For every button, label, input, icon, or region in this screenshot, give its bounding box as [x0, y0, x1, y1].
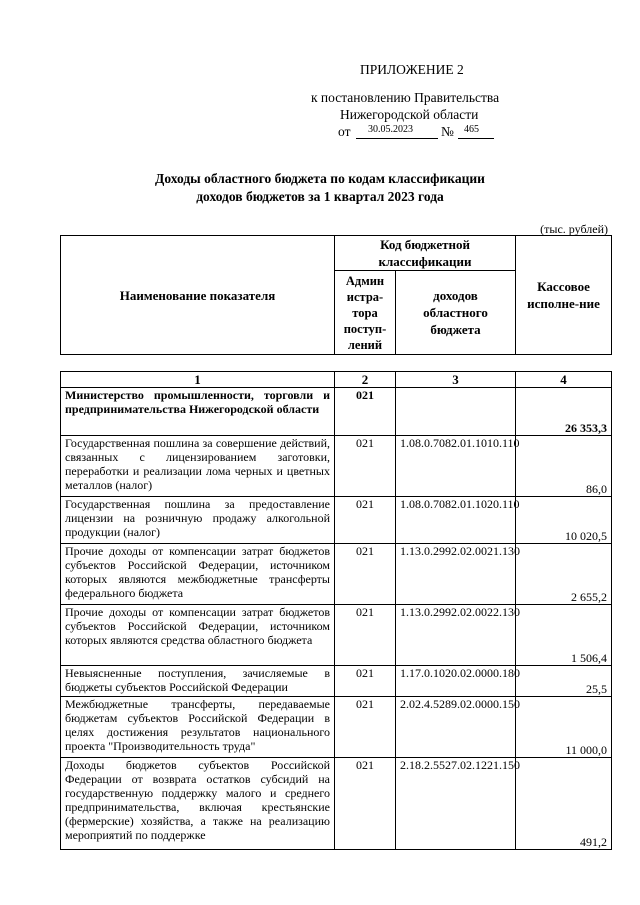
row-code: 1.17.0.1020.02.0000.180 — [396, 666, 516, 697]
col-number-1: 1 — [61, 372, 335, 388]
number-label: № — [441, 124, 454, 139]
header-name: Наименование показателя — [61, 236, 335, 355]
row-admin: 021 — [335, 388, 396, 436]
row-name: Доходы бюджетов субъектов Российской Федерации от возврата остатков субсидий на государственную поддержку малого и среднего предпринимательства, включая крестьянские (фермерские) хозяйства, а также на реализацию мероприятий по поддержке — [61, 758, 335, 850]
appendix-line1: к постановлению Правительства — [311, 90, 500, 105]
row-admin: 021 — [335, 544, 396, 605]
row-name: Министерство промышленности, торговли и предпринимательства Нижегородской области — [61, 388, 335, 436]
row-code: 1.08.0.7082.01.1020.110 — [396, 497, 516, 544]
row-code: 1.13.0.2992.02.0021.130 — [396, 544, 516, 605]
table-row — [61, 544, 612, 605]
table-row — [61, 436, 612, 497]
table-row — [61, 758, 612, 850]
row-name: Межбюджетные трансферты, передаваемые бюджетам субъектов Российской Федерации в целях достижения результатов национального проекта "Производительность труда" — [61, 697, 335, 758]
appendix-title: ПРИЛОЖЕНИЕ 2 — [360, 62, 464, 77]
row-amount: 11 000,0 — [516, 697, 612, 758]
from-label: от — [338, 124, 351, 139]
table-row — [61, 666, 612, 697]
row-amount: 2 655,2 — [516, 544, 612, 605]
title-line1: Доходы областного бюджета по кодам классификации — [155, 171, 485, 186]
row-admin: 021 — [335, 436, 396, 497]
row-amount: 86,0 — [516, 436, 612, 497]
row-admin: 021 — [335, 666, 396, 697]
header-code-group: Код бюджетной классификации — [335, 236, 516, 271]
row-name: Прочие доходы от компенсации затрат бюджетов субъектов Российской Федерации, источником которых являются средства областного бюджета — [61, 605, 335, 666]
row-name: Государственная пошлина за предоставление лицензии на розничную продажу алкогольной продукции (налог) — [61, 497, 335, 544]
decree-number: 465 — [464, 124, 479, 135]
title-line2: доходов бюджетов за 1 квартал 2023 года — [196, 189, 444, 204]
row-code: 1.08.0.7082.01.1010.110 — [396, 436, 516, 497]
table-row — [61, 497, 612, 544]
row-admin: 021 — [335, 605, 396, 666]
row-amount: 491,2 — [516, 758, 612, 850]
row-code: 1.13.0.2992.02.0022.130 — [396, 605, 516, 666]
table-row — [61, 697, 612, 758]
row-amount: 25,5 — [516, 666, 612, 697]
row-name: Прочие доходы от компенсации затрат бюджетов субъектов Российской Федерации, источником которых являются межбюджетные трансферты федерального бюджета — [61, 544, 335, 605]
row-name: Невыясненные поступления, зачисляемые в бюджеты субъектов Российской Федерации — [61, 666, 335, 697]
row-amount: 1 506,4 — [516, 605, 612, 666]
decree-date: 30.05.2023 — [368, 124, 413, 135]
table-row — [61, 605, 612, 666]
col-number-3: 3 — [396, 372, 516, 388]
row-amount: 10 020,5 — [516, 497, 612, 544]
row-name: Государственная пошлина за совершение действий, связанных с лицензированием заготовки, переработки и реализации лома черных и цветных металлов (налог) — [61, 436, 335, 497]
row-code — [396, 388, 516, 436]
header-admin: Админ истра-тора поступ-лений — [335, 271, 396, 355]
row-admin: 021 — [335, 697, 396, 758]
table-row — [61, 388, 612, 436]
row-amount: 26 353,3 — [516, 388, 612, 436]
header-income: доходов областного бюджета — [396, 271, 516, 355]
row-admin: 021 — [335, 497, 396, 544]
col-number-2: 2 — [335, 372, 396, 388]
row-admin: 021 — [335, 758, 396, 850]
row-code: 2.02.4.5289.02.0000.150 — [396, 697, 516, 758]
col-number-4: 4 — [516, 372, 612, 388]
column-number-row — [61, 372, 612, 388]
header-table — [60, 235, 612, 355]
income-table — [60, 371, 612, 850]
units-label: (тыс. рублей) — [540, 222, 608, 236]
appendix-line2: Нижегородской области — [340, 107, 479, 122]
row-code: 2.18.2.5527.02.1221.150 — [396, 758, 516, 850]
header-cash: Кассовое исполне-ние — [516, 236, 612, 355]
